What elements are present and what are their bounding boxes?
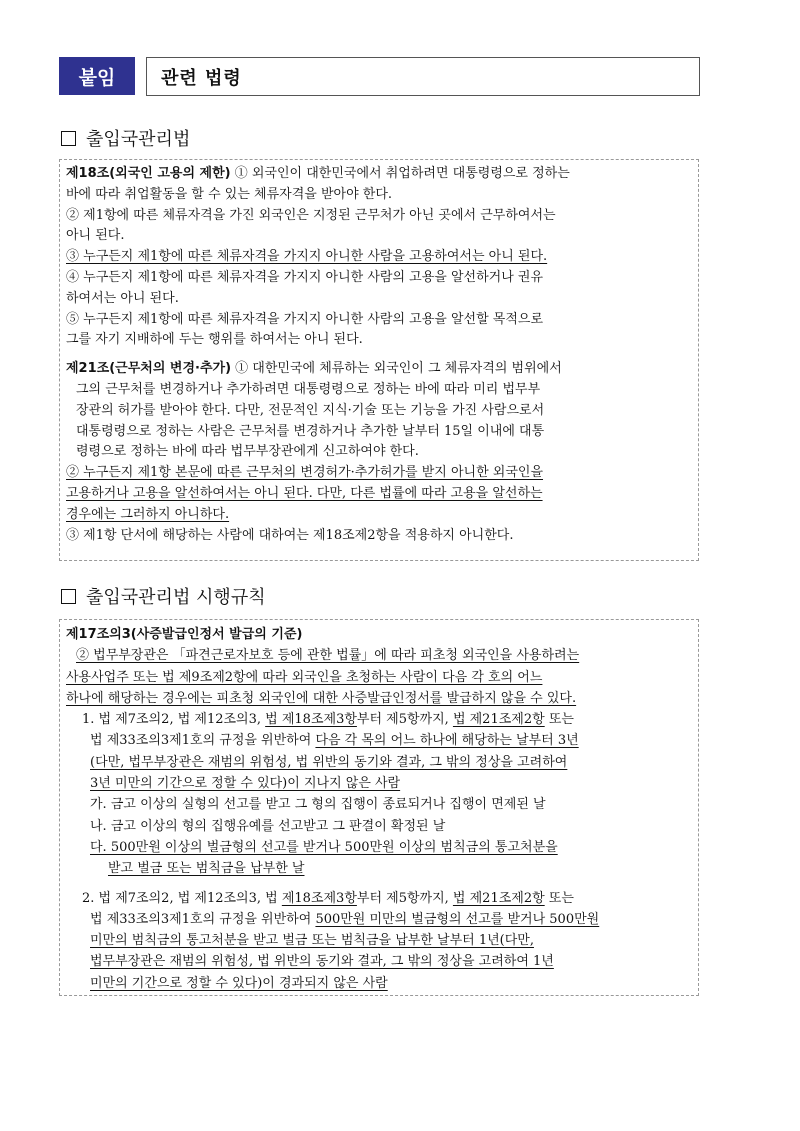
text-line: ② 누구든지 제1항 본문에 따른 근무처의 변경허가·추가허가를 받지 아니한 외국인을 [66, 465, 544, 481]
text-line: 하여서는 아니 된다. [66, 290, 179, 306]
text-line: 령령으로 정하는 바에 따라 법무부장관에게 신고하여야 한다. [76, 444, 419, 460]
article-21-line: 제21조(근무처의 변경·추가) ① 대한민국에 체류하는 외국인이 그 체류자격의 범위에서 [66, 361, 562, 377]
text-line: 바에 따라 취업활동을 할 수 있는 체류자격을 받아야 한다. [66, 186, 393, 202]
text-line: ② 법무부장관은 「파견근로자보호 등에 관한 법률」에 따라 피초청 외국인을 사용하려는 [76, 648, 580, 664]
text-line: 아니 된다. [66, 228, 125, 244]
text-line: ④ 누구든지 제1항에 따른 체류자격을 가지지 아니한 사람의 고용을 알선하거나 권유 [66, 269, 544, 285]
text-line: 가. 금고 이상의 실형의 선고를 받고 그 형의 집행이 종료되거나 집행이 면제된 날 [90, 797, 546, 813]
text-line: 다. 500만원 이상의 벌금형의 선고를 받거나 500만원 이상의 범칙금의 통고처분을 [90, 839, 558, 855]
attachment-tab: 붙임 [59, 57, 135, 95]
text-line: 미만의 범칙금의 통고처분을 받고 벌금 또는 범칙금을 납부한 날부터 1년(다만, [90, 933, 534, 949]
page-title: 관련 법령 [146, 57, 700, 96]
text-line: 법 제33조의3제1호의 규정을 위반하여 500만원 미만의 벌금형의 선고를 받거나 500만원 [90, 911, 600, 927]
enforcement-rules-box [59, 619, 699, 996]
text-line: 그를 자기 지배하에 두는 행위를 하여서는 아니 된다. [66, 332, 363, 348]
text-line: 하나에 해당하는 경우에는 피초청 외국인에 대한 사증발급인정서를 발급하지 않을 수 있다. [66, 690, 577, 706]
item-1-line: 1. 법 제7조의2, 법 제12조의3, 법 제18조제3항부터 제5항까지, 법 제21조제2항 또는 [82, 712, 574, 728]
text-line: 나. 금고 이상의 형의 집행유예를 선고받고 그 판결이 확정된 날 [90, 818, 446, 834]
text-line: 3년 미만의 기간으로 정할 수 있다)이 지나지 않은 사람 [90, 776, 401, 792]
section-title-immigration-act: 출입국관리법 [61, 125, 190, 151]
article-17-3-line: 제17조의3(사증발급인정서 발급의 기준) [66, 627, 303, 642]
checkbox-square-icon [61, 589, 76, 604]
section-title-enforcement-rules: 출입국관리법 시행규칙 [61, 583, 266, 609]
text-line: ③ 제1항 단서에 해당하는 사람에 대하여는 제18조제2항을 적용하지 아니한다. [66, 527, 514, 543]
text-line: 법무부장관은 재범의 위험성, 법 위반의 동기와 결과, 그 밖의 정상을 고려하여 1년 [90, 954, 554, 970]
text-line: 장관의 허가를 받아야 한다. 다만, 전문적인 지식·기술 또는 기능을 가진 사람으로서 [76, 402, 545, 418]
text-line: 고용하거나 고용을 알선하여서는 아니 된다. 다만, 다른 법률에 따라 고용을 알선하는 [66, 485, 543, 501]
article-18-line: 제18조(외국인 고용의 제한) ① 외국인이 대한민국에서 취업하려면 대통령령으로 정하는 [66, 166, 570, 181]
immigration-act-box [59, 159, 699, 561]
text-line: ⑤ 누구든지 제1항에 따른 체류자격을 가지지 아니한 사람의 고용을 알선할 목적으로 [66, 311, 544, 327]
text-line: ② 제1항에 따른 체류자격을 가진 외국인은 지정된 근무처가 아닌 곳에서 근무하여서는 [66, 207, 556, 223]
text-line: 그의 근무처를 변경하거나 추가하려면 대통령령으로 정하는 바에 따라 미리 법무부 [76, 381, 541, 397]
text-line: 대통령령으로 정하는 사람은 근무처를 변경하거나 추가한 날부터 15일 이내에 대통 [76, 423, 545, 439]
item-2-line: 2. 법 제7조의2, 법 제12조의3, 법 제18조제3항부터 제5항까지, 법 제21조제2항 또는 [82, 890, 574, 906]
checkbox-square-icon [61, 131, 76, 146]
text-line: 법 제33조의3제1호의 규정을 위반하여 다음 각 목의 어느 하나에 해당하는 날부터 3년 [90, 733, 579, 749]
text-line: 경우에는 그러하지 아니하다. [66, 506, 230, 522]
text-line: 사용사업주 또는 법 제9조제2항에 따라 외국인을 초청하는 사람이 다음 각 호의 어느 [66, 669, 543, 685]
text-line: (다만, 법무부장관은 재범의 위험성, 법 위반의 동기와 결과, 그 밖의 정상을 고려하여 [90, 754, 568, 770]
text-line: 미만의 기간으로 정할 수 있다)이 경과되지 않은 사람 [90, 975, 388, 991]
text-line: 받고 벌금 또는 범칙금을 납부한 날 [108, 861, 305, 877]
text-line: ③ 누구든지 제1항에 따른 체류자격을 가지지 아니한 사람을 고용하여서는 아니 된다. [66, 249, 548, 265]
